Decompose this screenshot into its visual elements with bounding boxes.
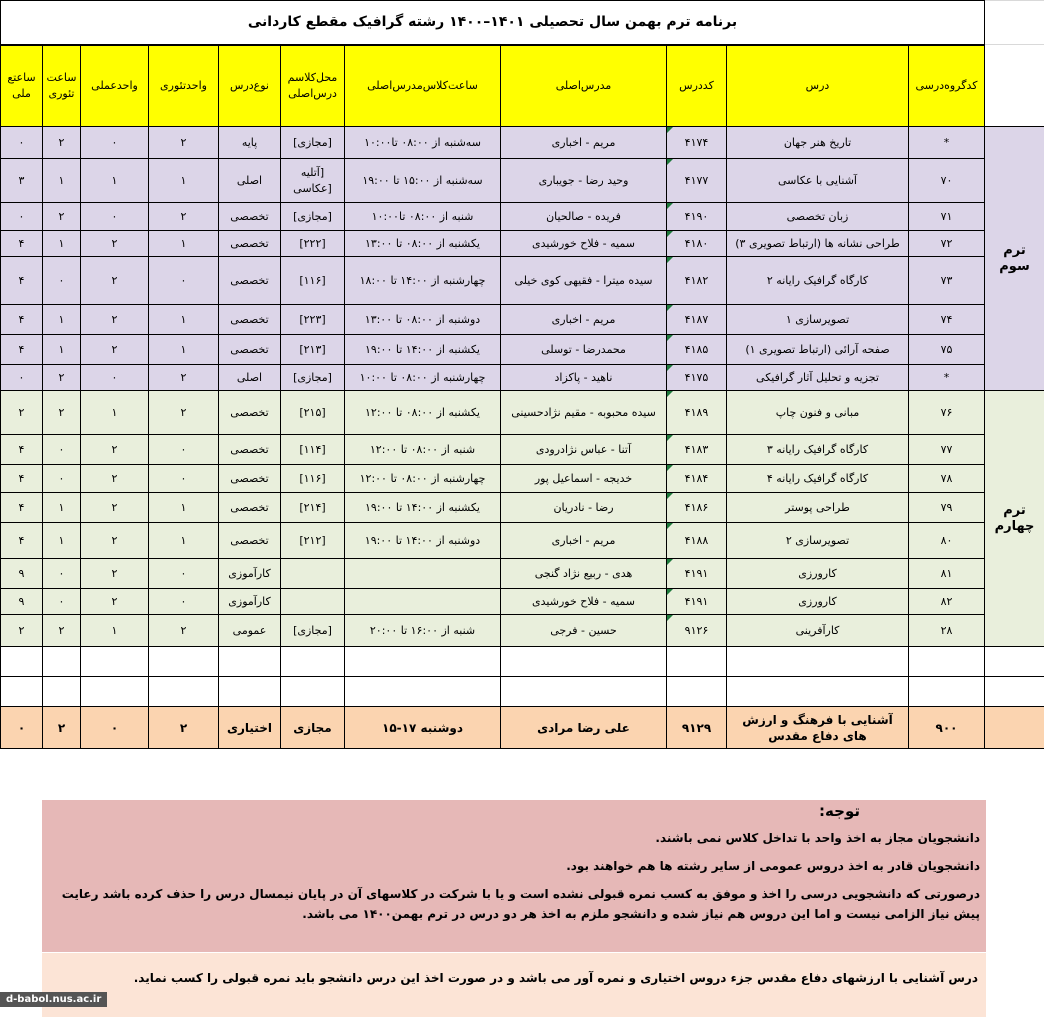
cell-group: ۷۴ xyxy=(909,305,985,335)
cell-pu: ۲ xyxy=(81,493,149,523)
cell-time: یکشنبه از ۱۴:۰۰ تا ۱۹:۰۰ xyxy=(345,493,501,523)
table-row[interactable] xyxy=(1,493,1044,523)
cell-instructor: سیده میترا - فقیهی کوی خیلی xyxy=(501,257,667,305)
header-classroom: محل‌کلاسم درس‌اصلی xyxy=(281,45,345,127)
cell-time: چهارشنبه از ۱۴:۰۰ تا ۱۸:۰۰ xyxy=(345,257,501,305)
cell-instructor: خدیجه - اسماعیل پور xyxy=(501,465,667,493)
cell-ph: ۰ xyxy=(1,203,43,231)
cell-instructor: ناهید - پاکزاد xyxy=(501,365,667,391)
cell-th: ۲ xyxy=(43,127,81,159)
cell-type: اصلی xyxy=(219,365,281,391)
cell-tu: ۲ xyxy=(149,203,219,231)
cell-th: ۰ xyxy=(43,589,81,615)
cell-code: ۴۱۸۷ xyxy=(667,305,727,335)
cell-tu: ۱ xyxy=(149,305,219,335)
cell-th: ۰ xyxy=(43,559,81,589)
cell-room xyxy=(281,559,345,589)
cell-ph: ۴ xyxy=(1,335,43,365)
cell-pu: ۲ xyxy=(81,465,149,493)
cell-room: [مجازی] xyxy=(281,615,345,647)
cell-group: ۸۱ xyxy=(909,559,985,589)
cell-pu: ۰ xyxy=(81,127,149,159)
cell-group: ۸۰ xyxy=(909,523,985,559)
cell-th: ۱ xyxy=(43,231,81,257)
cell-ph: ۴ xyxy=(1,305,43,335)
cell-room: [۱۱۶] xyxy=(281,257,345,305)
cell-time xyxy=(345,589,501,615)
cell-tu: ۲ xyxy=(149,127,219,159)
cell-room: [۲۲۲] xyxy=(281,231,345,257)
cell-th: ۰ xyxy=(43,435,81,465)
cell-room: [آتلیه [عکاسی xyxy=(281,159,345,203)
table-row[interactable] xyxy=(1,231,1044,257)
cell-ph: ۲ xyxy=(1,615,43,647)
cell-group: * xyxy=(909,365,985,391)
cell-type: کارآموزی xyxy=(219,589,281,615)
header-class-time: ساعت‌کلاس‌مدرس‌اصلی xyxy=(345,45,501,127)
cell-type: تخصصی xyxy=(219,231,281,257)
cell-pu: ۱ xyxy=(81,391,149,435)
cell-code: ۹۱۲۶ xyxy=(667,615,727,647)
cell-time: شنبه از ۰۸:۰۰ تا۱۰:۰۰ xyxy=(345,203,501,231)
cell-pu: ۲ xyxy=(81,435,149,465)
cell-instructor: رضا - نادریان xyxy=(501,493,667,523)
cell-course: طراحی پوستر xyxy=(727,493,909,523)
header-course: درس xyxy=(727,45,909,127)
header-row xyxy=(1,45,1044,127)
table-row[interactable] xyxy=(1,305,1044,335)
footer-note: درس آشنایی با ارزشهای دفاع مقدس جزء دروس اختیاری و نمره آور می باشد و در صورت اخذ این درس دانشجو باید نمره قبولی را کسب نماید. xyxy=(42,953,986,1017)
cell-pu: ۲ xyxy=(81,257,149,305)
cell-th: ۰ xyxy=(43,465,81,493)
cell-time: سه‌شنبه از ۰۸:۰۰ تا۱۰:۰۰ xyxy=(345,127,501,159)
cell-th: ۱ xyxy=(43,523,81,559)
cell-instructor: فریده - صالحیان xyxy=(501,203,667,231)
cell-course: کارگاه گرافیک رایانه ۲ xyxy=(727,257,909,305)
cell-code: ۴۱۷۵ xyxy=(667,365,727,391)
cell-ph: ۴ xyxy=(1,493,43,523)
cell-group: ۷۹ xyxy=(909,493,985,523)
cell-course: تجزیه و تحلیل آثار گرافیکی xyxy=(727,365,909,391)
cell-course: کارورزی xyxy=(727,559,909,589)
cell-type: تخصصی xyxy=(219,203,281,231)
cell-room: [۱۱۴] xyxy=(281,435,345,465)
cell-instructor: مریم - اخباری xyxy=(501,523,667,559)
cell-tu: ۰ xyxy=(149,257,219,305)
cell-instructor: وحید رضا - جویباری xyxy=(501,159,667,203)
cell-ph: ۴ xyxy=(1,435,43,465)
cell-room: [۲۱۳] xyxy=(281,335,345,365)
cell-time: یکشنبه از ۱۴:۰۰ تا ۱۹:۰۰ xyxy=(345,335,501,365)
cell-group: ۷۷ xyxy=(909,435,985,465)
notes-box xyxy=(42,800,986,952)
cell-group: ۷۸ xyxy=(909,465,985,493)
cell-code: ۴۱۷۴ xyxy=(667,127,727,159)
cell-code: ۴۱۸۰ xyxy=(667,231,727,257)
cell-time: دوشنبه از ۰۸:۰۰ تا ۱۳:۰۰ xyxy=(345,305,501,335)
cell-time xyxy=(345,559,501,589)
cell-instructor: سمیه - فلاح خورشیدی xyxy=(501,231,667,257)
cell-room: [مجازی] xyxy=(281,365,345,391)
cell-course: طراحی نشانه ها (ارتباط تصویری ۳) xyxy=(727,231,909,257)
cell-group: ۷۵ xyxy=(909,335,985,365)
term-label: ترم سوم xyxy=(985,127,1044,391)
cell-code: ۴۱۸۶ xyxy=(667,493,727,523)
cell-time: یکشنبه از ۰۸:۰۰ تا ۱۲:۰۰ xyxy=(345,391,501,435)
term3-rows xyxy=(1,127,1044,391)
cell-type: تخصصی xyxy=(219,391,281,435)
header-group-code: کدگروه‌درسی xyxy=(909,45,985,127)
cell-type: تخصصی xyxy=(219,305,281,335)
cell-course: کارگاه گرافیک رایانه ۳ xyxy=(727,435,909,465)
table-row[interactable] xyxy=(1,159,1044,203)
cell-room: [۲۲۳] xyxy=(281,305,345,335)
cell-group: * xyxy=(909,127,985,159)
cell-time: سه‌شنبه از ۱۵:۰۰ تا ۱۹:۰۰ xyxy=(345,159,501,203)
cell-ph: ۹ xyxy=(1,589,43,615)
cell-course: تصویرسازی ۱ xyxy=(727,305,909,335)
term4-rows xyxy=(1,391,1044,647)
header-theory-units: واحدتئوری xyxy=(149,45,219,127)
cell-th: ۱ xyxy=(43,335,81,365)
cell-room xyxy=(281,589,345,615)
cell-th: ۲ xyxy=(43,365,81,391)
cell-tu: ۰ xyxy=(149,435,219,465)
cell-instructor: آتنا - عباس نژادرودی xyxy=(501,435,667,465)
cell-course: کارورزی xyxy=(727,589,909,615)
cell-course: مبانی و فنون چاپ xyxy=(727,391,909,435)
cell-time: دوشنبه از ۱۴:۰۰ تا ۱۹:۰۰ xyxy=(345,523,501,559)
cell-room: [۲۱۴] xyxy=(281,493,345,523)
cell-group: ۲۸ xyxy=(909,615,985,647)
cell-tu: ۱ xyxy=(149,335,219,365)
cell-time: شنبه از ۱۶:۰۰ تا ۲۰:۰۰ xyxy=(345,615,501,647)
cell-type: تخصصی xyxy=(219,257,281,305)
note-line: دانشجویان مجاز به اخذ واحد با تداخل کلاس نمی باشند. xyxy=(655,831,980,845)
cell-pu: ۲ xyxy=(81,559,149,589)
table-row[interactable] xyxy=(1,589,1044,615)
cell-group: ۷۱ xyxy=(909,203,985,231)
cell-th: ۱ xyxy=(43,305,81,335)
table-row[interactable] xyxy=(1,465,1044,493)
optional-course-row[interactable]: ۰ ۲ ۰ ۲ اختیاری مجازی دوشنبه ۱۷-۱۵ علی رضا مرادی ۹۱۲۹ آشنایی با فرهنگ و ارزش های دفاع مقدس ۹۰۰ xyxy=(1,707,1044,749)
cell-instructor: مریم - اخباری xyxy=(501,127,667,159)
header-course-code: کددرس xyxy=(667,45,727,127)
cell-type: تخصصی xyxy=(219,493,281,523)
cell-type: اصلی xyxy=(219,159,281,203)
cell-type: کارآموزی xyxy=(219,559,281,589)
cell-code: ۴۱۸۳ xyxy=(667,435,727,465)
cell-ph: ۳ xyxy=(1,159,43,203)
cell-tu: ۰ xyxy=(149,559,219,589)
cell-ph: ۰ xyxy=(1,365,43,391)
cell-type: تخصصی xyxy=(219,523,281,559)
term-label: ترم چهارم xyxy=(985,391,1044,647)
cell-instructor: سیده محبوبه - مقیم نژادحسینی xyxy=(501,391,667,435)
table-row[interactable] xyxy=(1,391,1044,435)
cell-tu: ۰ xyxy=(149,589,219,615)
cell-type: پایه xyxy=(219,127,281,159)
cell-code: ۴۱۷۷ xyxy=(667,159,727,203)
header-type: نوع‌درس xyxy=(219,45,281,127)
cell-type: تخصصی xyxy=(219,465,281,493)
cell-instructor: حسین - فرجی xyxy=(501,615,667,647)
cell-room: [مجازی] xyxy=(281,203,345,231)
cell-th: ۲ xyxy=(43,391,81,435)
notes-title: توجه: xyxy=(819,802,860,820)
cell-pu: ۲ xyxy=(81,335,149,365)
cell-th: ۲ xyxy=(43,203,81,231)
header-instructor: مدرس‌اصلی xyxy=(501,45,667,127)
cell-time: چهارشنبه از ۰۸:۰۰ تا ۱۲:۰۰ xyxy=(345,465,501,493)
cell-group: ۷۶ xyxy=(909,391,985,435)
cell-th: ۲ xyxy=(43,615,81,647)
cell-pu: ۲ xyxy=(81,231,149,257)
cell-code: ۴۱۸۲ xyxy=(667,257,727,305)
cell-time: یکشنبه از ۰۸:۰۰ تا ۱۳:۰۰ xyxy=(345,231,501,257)
page-title: برنامه ترم بهمن سال تحصیلی ۱۴۰۱–۱۴۰۰ رشته گرافیک مقطع کاردانی xyxy=(1,1,985,45)
cell-group: ۷۳ xyxy=(909,257,985,305)
cell-pu: ۰ xyxy=(81,203,149,231)
cell-tu: ۲ xyxy=(149,391,219,435)
cell-group: ۷۲ xyxy=(909,231,985,257)
cell-room: [۲۱۵] xyxy=(281,391,345,435)
cell-th: ۱ xyxy=(43,493,81,523)
cell-tu: ۲ xyxy=(149,615,219,647)
cell-code: ۴۱۸۴ xyxy=(667,465,727,493)
header-practical-hours: ساعتع ملی xyxy=(1,45,43,127)
cell-course: صفحه آرائی (ارتباط تصویری ۱) xyxy=(727,335,909,365)
cell-pu: ۲ xyxy=(81,589,149,615)
cell-instructor: مریم - اخباری xyxy=(501,305,667,335)
cell-ph: ۴ xyxy=(1,257,43,305)
cell-type: تخصصی xyxy=(219,335,281,365)
cell-pu: ۱ xyxy=(81,159,149,203)
cell-tu: ۱ xyxy=(149,493,219,523)
cell-type: عمومی xyxy=(219,615,281,647)
cell-pu: ۲ xyxy=(81,523,149,559)
cell-instructor: هدی - ربیع نژاد گنجی xyxy=(501,559,667,589)
cell-ph: ۴ xyxy=(1,231,43,257)
header-practical-units: واحدعملی xyxy=(81,45,149,127)
table-row[interactable] xyxy=(1,435,1044,465)
cell-instructor: محمدرضا - توسلی xyxy=(501,335,667,365)
cell-group: ۷۰ xyxy=(909,159,985,203)
cell-code: ۴۱۹۰ xyxy=(667,203,727,231)
cell-instructor: سمیه - فلاح خورشیدی xyxy=(501,589,667,615)
table-row[interactable] xyxy=(1,257,1044,305)
cell-course: کارآفرینی xyxy=(727,615,909,647)
cell-room: [۱۱۶] xyxy=(281,465,345,493)
cell-code: ۴۱۸۹ xyxy=(667,391,727,435)
cell-tu: ۱ xyxy=(149,231,219,257)
cell-tu: ۱ xyxy=(149,523,219,559)
cell-pu: ۱ xyxy=(81,615,149,647)
cell-ph: ۲ xyxy=(1,391,43,435)
table-row[interactable] xyxy=(1,523,1044,559)
cell-th: ۱ xyxy=(43,159,81,203)
cell-tu: ۲ xyxy=(149,365,219,391)
cell-type: تخصصی xyxy=(219,435,281,465)
cell-code: ۴۱۸۸ xyxy=(667,523,727,559)
cell-course: کارگاه گرافیک رایانه ۴ xyxy=(727,465,909,493)
table-row[interactable] xyxy=(1,615,1044,647)
cell-code: ۴۱۸۵ xyxy=(667,335,727,365)
table-row[interactable] xyxy=(1,127,1044,159)
cell-course: آشنایی با عکاسی xyxy=(727,159,909,203)
cell-ph: ۴ xyxy=(1,465,43,493)
note-line: دانشجویان قادر به اخذ دروس عمومی از سایر رشته ها هم خواهند بود. xyxy=(566,859,980,873)
cell-course: زبان تخصصی xyxy=(727,203,909,231)
table-row[interactable] xyxy=(1,365,1044,391)
cell-pu: ۲ xyxy=(81,305,149,335)
site-watermark: d-babol.nus.ac.ir xyxy=(0,992,107,1007)
cell-time: شنبه از ۰۸:۰۰ تا ۱۲:۰۰ xyxy=(345,435,501,465)
header-theory-hours: ساعت تئوری xyxy=(43,45,81,127)
cell-room: [۲۱۲] xyxy=(281,523,345,559)
cell-time: چهارشنبه از ۰۸:۰۰ تا ۱۰:۰۰ xyxy=(345,365,501,391)
cell-course: تصویرسازی ۲ xyxy=(727,523,909,559)
cell-ph: ۹ xyxy=(1,559,43,589)
cell-tu: ۱ xyxy=(149,159,219,203)
note-line: درصورتی که دانشجویی درسی را اخذ و موفق به کسب نمره قبولی نشده است و یا با شرکت در کلاسهای آن در پایان نیمسال درس را حذف کرده باشد رعایت پیش نیاز الزامی نیست و اما این دروس هم نیاز شده و دانشجو ملزم به اخذ هر دو درس در ترم بهمن۱۴۰۰ می باشد. xyxy=(61,887,980,921)
cell-ph: ۰ xyxy=(1,127,43,159)
table-row[interactable] xyxy=(1,559,1044,589)
cell-code: ۴۱۹۱ xyxy=(667,589,727,615)
cell-course: تاریخ هنر جهان xyxy=(727,127,909,159)
cell-ph: ۴ xyxy=(1,523,43,559)
cell-room: [مجازی] xyxy=(281,127,345,159)
cell-group: ۸۲ xyxy=(909,589,985,615)
table-row[interactable] xyxy=(1,203,1044,231)
cell-pu: ۰ xyxy=(81,365,149,391)
cell-tu: ۰ xyxy=(149,465,219,493)
cell-th: ۰ xyxy=(43,257,81,305)
cell-code: ۴۱۹۱ xyxy=(667,559,727,589)
table-row[interactable] xyxy=(1,335,1044,365)
